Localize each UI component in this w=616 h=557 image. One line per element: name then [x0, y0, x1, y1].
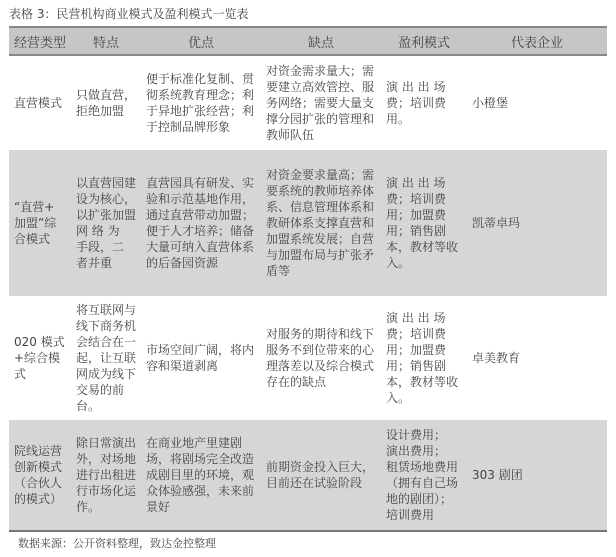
cell-features: 将互联网与 线下商务机 会结合在一 起，让互联 网成为线下 交易的前 台。 [76, 303, 137, 413]
header-disadvantages: 缺点 [261, 27, 381, 55]
cell-representative: 小橙堡 [472, 96, 509, 110]
cell-type: “直营+ 加盟”综 合模式 [9, 150, 71, 296]
business-model-table [9, 26, 607, 532]
table-row [9, 420, 607, 531]
cell-advantages: 便于标准化复制、贯 彻系统教育理念；利 于异地扩张经营；利 于控制品牌形象 [146, 72, 255, 134]
cell-profit-model: 演 出 出 场 费；培训费 用。 [386, 80, 447, 126]
header-representative: 代表企业 [467, 27, 607, 55]
header-features: 特点 [71, 27, 141, 55]
cell-type: 直营模式 [14, 96, 63, 110]
cell-disadvantages: 对资金要求量高；需 要系统的教师培养体 系、信息管理体系和 教研体系支撑直营和 加盟系统发展；自营 与加盟布局与扩张矛 盾等 [261, 150, 381, 296]
cell-disadvantages: 前期资金投入巨大， 目前还在试验阶段 [261, 420, 381, 531]
cell-disadvantages: 对资金需求量大；需 要建立高效管控、服 务网络；需要大量支 撑分园扩张的管理和 教师队伍 [266, 64, 375, 142]
cell-profit-model: 演 出 出 场 费；培训费 用；加盟费 用；销售剧 本，教材等收 入。 [386, 311, 459, 405]
header-advantages: 优点 [141, 27, 261, 55]
cell-features: 只做直营， 拒绝加盟 [76, 88, 137, 118]
header-row [9, 27, 607, 55]
table-row [9, 55, 607, 150]
cell-representative: 303 剧团 [467, 420, 607, 531]
header-type: 经营类型 [9, 27, 71, 55]
cell-features: 除日常演出 外，对场地 进行出租进 行市场化运 作。 [71, 420, 141, 531]
header-profit-model: 盈利模式 [381, 27, 467, 55]
cell-profit-model: 演 出 出 场 费；培训费 用；加盟费 用；销售剧 本，教材等收 入。 [381, 150, 467, 296]
cell-disadvantages: 对服务的期待和线下 服务不到位带来的心 理落差以及综合模式 存在的缺点 [266, 327, 375, 389]
cell-profit-model: 设计费用； 演出费用； 租赁场地费用 （拥有自己场 地的剧团）； 培训费用 [381, 420, 467, 531]
cell-advantages: 直营园具有研发、实 验和示范基地作用， 通过直营带动加盟； 便于人才培养；储备 大量可纳入直营体系 的后备园资源 [141, 150, 261, 296]
cell-representative: 卓美教育 [472, 351, 521, 365]
table-row [9, 296, 607, 420]
cell-representative: 凯蒂卓玛 [467, 150, 607, 296]
cell-advantages: 市场空间广阔，将内 容和渠道剥离 [146, 343, 255, 373]
table-caption: 表格 3：民营机构商业模式及盈利模式一览表 [9, 7, 249, 21]
cell-features: 以直营园建 设为核心， 以扩张加盟 网 络 为 手段，二 者并重 [71, 150, 141, 296]
cell-type: 院线运营 创新模式 （合伙人 的模式） [9, 420, 71, 531]
data-source-note: 数据来源：公开资料整理，致达金控整理 [18, 537, 216, 550]
cell-advantages: 在商业地产里建剧 场，将剧场完全改造 成剧目里的环境，观 众体验感强，未来前 景好 [141, 420, 261, 531]
cell-type: 020 模式 +综合模 式 [14, 335, 65, 381]
table-row [9, 150, 607, 296]
